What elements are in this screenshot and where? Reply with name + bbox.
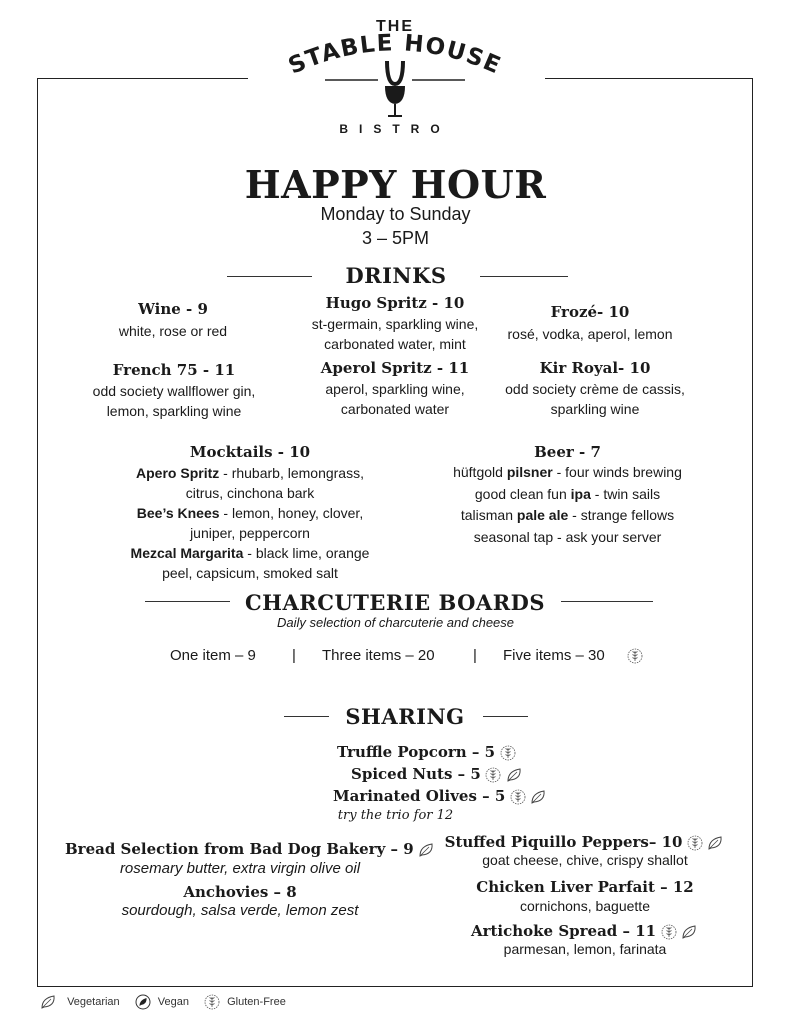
drinks-rule-left — [227, 276, 312, 277]
mocktails-block — [95, 443, 405, 583]
olives-item — [333, 787, 548, 806]
wheat-circle-icon — [204, 994, 220, 1010]
french-desc-1: odd society wallflower gin, — [92, 383, 256, 399]
liver-name: Chicken Liver Parfait – 12 — [476, 878, 694, 896]
kir-desc-1: odd society crème de cassis, — [505, 381, 685, 397]
logo-mark — [270, 28, 520, 123]
truffle-name: Truffle Popcorn – 5 — [337, 743, 496, 761]
wheat-circle-icon — [627, 648, 643, 664]
french-item — [63, 361, 285, 421]
charcuterie-heading: CHARCUTERIE BOARDS — [244, 590, 546, 615]
beer-pre: seasonal tap - ask your server — [473, 528, 662, 545]
beer-post: - twin sails — [590, 485, 661, 502]
legend-gluten-free: Gluten-Free — [227, 995, 286, 1008]
charcuterie-rule-left — [145, 601, 230, 602]
frame-top-left — [37, 78, 248, 79]
beer-post: - four winds brewing — [552, 464, 682, 480]
time-text: 3 – 5PM — [361, 228, 430, 248]
leaf-outline-icon — [418, 842, 436, 858]
froze-name: Frozé- 10 — [550, 303, 630, 321]
frame-bottom — [37, 986, 753, 987]
artichoke-name: Artichoke Spread – 11 — [470, 922, 657, 940]
leaf-filled-circle-icon — [135, 994, 151, 1010]
nuts-name: Spiced Nuts – 5 — [351, 765, 481, 783]
page-title: HAPPY HOUR — [244, 162, 547, 207]
nuts-item — [351, 765, 524, 784]
beer-line — [420, 462, 715, 484]
beer-pre: talisman — [460, 507, 517, 523]
charcuterie-divider: | — [473, 647, 477, 664]
bread-desc: rosemary butter, extra virgin olive oil — [119, 860, 361, 877]
leaf-outline-icon — [681, 924, 699, 940]
sharing-rule-left — [284, 716, 329, 717]
piquillo-item — [435, 833, 735, 870]
anchovies-desc: sourdough, salsa verde, lemon zest — [121, 902, 359, 919]
logo-name: STABLE HOUSE — [284, 30, 506, 80]
beer-bold: ipa — [570, 485, 591, 502]
wine-item — [68, 300, 278, 341]
mocktails-name: Mocktails - 10 — [189, 443, 311, 461]
beer-pre: good clean fun — [474, 485, 571, 502]
froze-item — [490, 303, 690, 344]
liver-item — [435, 878, 735, 916]
legend-vegetarian: Vegetarian — [67, 995, 120, 1008]
mocktail-rest: - rhubarb, lemongrass, — [219, 465, 364, 481]
charcuterie-option: Three items – 20 — [322, 647, 435, 664]
truffle-item — [337, 743, 516, 762]
sharing-rule-right — [483, 716, 528, 717]
wine-desc: white, rose or red — [118, 323, 228, 339]
mocktail-bold: Mezcal Margarita — [130, 545, 244, 561]
logo-the: THE — [376, 18, 414, 35]
sharing-heading: SHARING — [345, 704, 465, 729]
frame-top-right — [545, 78, 753, 79]
beer-name: Beer - 7 — [534, 443, 601, 461]
mocktail-line-2: citrus, cinchona bark — [185, 485, 315, 501]
svg-text:STABLE HOUSE — [285, 30, 506, 79]
logo-bistro: BISTRO — [339, 122, 451, 136]
anchovies-name: Anchovies – 8 — [183, 883, 297, 901]
wheat-circle-icon — [500, 745, 516, 761]
mocktail-line-2: juniper, peppercorn — [190, 525, 310, 541]
anchovies-item — [65, 883, 415, 921]
hugo-desc-1: st-germain, sparkling wine, — [311, 316, 479, 332]
kir-name: Kir Royal- 10 — [539, 359, 651, 377]
wheat-circle-icon — [687, 835, 703, 851]
charcuterie-option: One item – 9 — [170, 647, 256, 664]
artichoke-desc: parmesan, lemon, farinata — [503, 941, 667, 957]
hugo-item — [285, 294, 505, 354]
olives-name: Marinated Olives – 5 — [333, 787, 506, 805]
wheat-circle-icon — [510, 789, 526, 805]
bread-item — [65, 840, 415, 879]
beer-block — [420, 443, 715, 548]
charcuterie-rule-right — [561, 601, 653, 602]
drinks-heading: DRINKS — [345, 263, 447, 288]
piquillo-desc: goat cheese, chive, crispy shallot — [482, 852, 688, 868]
aperol-item — [290, 359, 500, 419]
beer-line — [420, 484, 715, 506]
leaf-outline-icon — [506, 767, 524, 783]
aperol-desc-2: carbonated water — [340, 401, 450, 417]
leaf-outline-icon — [707, 835, 725, 851]
wheat-circle-icon — [485, 767, 501, 783]
french-name: French 75 - 11 — [112, 361, 236, 379]
piquillo-name: Stuffed Piquillo Peppers– 10 — [444, 833, 683, 851]
liver-desc: cornichons, baguette — [520, 898, 650, 914]
mocktail-line — [95, 463, 405, 483]
bread-title-row — [65, 840, 415, 859]
hugo-name: Hugo Spritz - 10 — [325, 294, 465, 312]
leaf-outline-icon — [530, 789, 548, 805]
kir-item — [485, 359, 705, 419]
legend-vegan: Vegan — [157, 995, 189, 1008]
beer-line — [420, 527, 715, 549]
charcuterie-option: Five items – 30 — [503, 647, 605, 664]
aperol-name: Aperol Spritz - 11 — [320, 359, 470, 377]
mocktail-line — [95, 543, 405, 563]
aperol-desc-1: aperol, sparkling wine, — [325, 381, 465, 397]
charcuterie-sub: Daily selection of charcuterie and cheese — [276, 615, 515, 630]
beer-pre: hüftgold — [453, 464, 507, 480]
leaf-outline-icon — [40, 994, 58, 1010]
artichoke-item — [435, 922, 735, 959]
beer-line — [420, 505, 715, 527]
days-text: Monday to Sunday — [320, 204, 471, 224]
wheat-circle-icon — [661, 924, 677, 940]
beer-bold: pale ale — [516, 507, 569, 523]
wine-name: Wine - 9 — [138, 300, 208, 318]
mocktail-line — [95, 503, 405, 523]
beer-post: - strange fellows — [568, 507, 675, 523]
drinks-rule-right — [480, 276, 568, 277]
trio-note: try the trio for 12 — [337, 808, 454, 823]
hugo-desc-2: carbonated water, mint — [324, 336, 466, 352]
legend — [40, 994, 286, 1010]
froze-desc: rosé, vodka, aperol, lemon — [507, 326, 673, 342]
charcuterie-divider: | — [292, 647, 296, 664]
mocktail-rest: - black lime, orange — [243, 545, 370, 561]
mocktail-bold: Bee’s Knees — [136, 505, 220, 521]
french-desc-2: lemon, sparkling wine — [106, 403, 242, 419]
beer-bold: pilsner — [506, 464, 553, 480]
mocktail-line-2: peel, capsicum, smoked salt — [162, 565, 338, 581]
mocktail-rest: - lemon, honey, clover, — [219, 505, 364, 521]
bread-name: Bread Selection from Bad Dog Bakery – 9 — [65, 840, 414, 858]
mocktail-bold: Apero Spritz — [136, 465, 220, 481]
kir-desc-2: sparkling wine — [550, 401, 640, 417]
